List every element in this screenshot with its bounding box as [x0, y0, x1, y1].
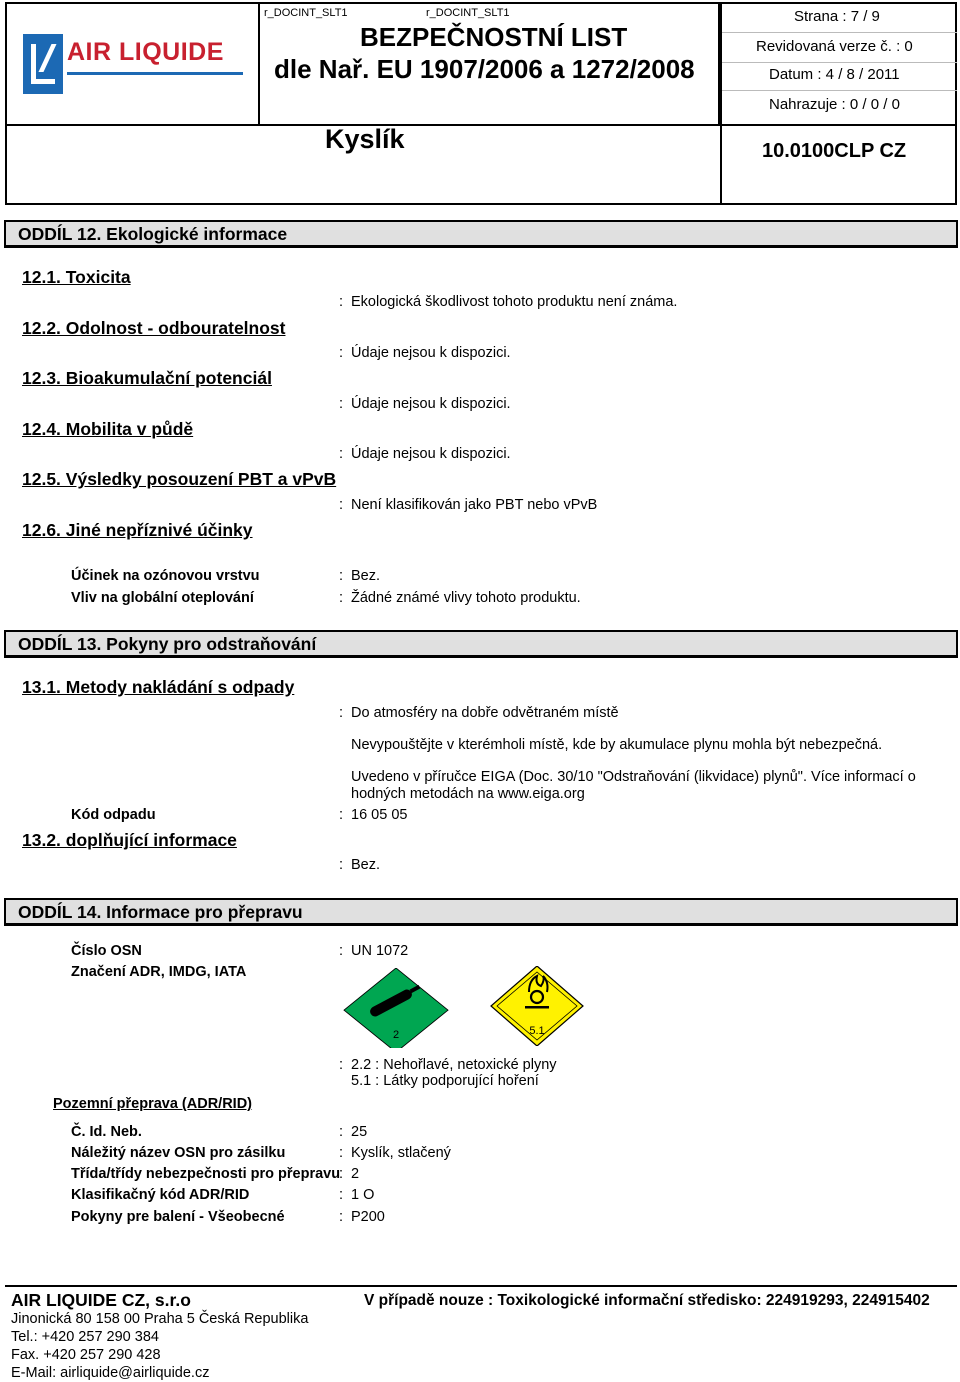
value-12-5: Není klasifikován jako PBT nebo vPvB [351, 497, 598, 513]
pictogram-class-number: 5.1 [529, 1025, 545, 1037]
value-12-4: Údaje nejsou k dispozici. [351, 446, 511, 462]
classification-code-value: 1 O [351, 1187, 375, 1203]
global-warming-value: Žádné známé vlivy tohoto produktu. [351, 590, 581, 606]
waste-code-value: 16 05 05 [351, 807, 408, 823]
disposal-method-3b: hodných metodách na www.eiga.org [351, 786, 585, 802]
packing-instructions-label: Pokyny pre balení - Všeobecné [71, 1209, 285, 1225]
colon: : [339, 568, 344, 584]
colon: : [339, 345, 344, 361]
document-header [5, 2, 957, 205]
hazard-class-1: 2.2 : Nehořlavé, netoxické plyny [351, 1057, 557, 1073]
shipping-name-label: Náležitý název OSN pro zásilku [71, 1145, 286, 1161]
value-12-1: Ekologická škodlivost tohoto produktu není známa. [351, 294, 678, 310]
document-code: 10.0100CLP CZ [762, 140, 907, 162]
heading-13-1: 13.1. Metody nakládání s odpady [22, 677, 295, 697]
disposal-method-3a: Uvedeno v příručce EIGA (Doc. 30/10 "Odstraňování (likvidace) plynů". Více informací o [351, 769, 916, 785]
colon: : [339, 590, 344, 606]
logo-cell [7, 4, 260, 124]
footer-emergency: V případě nouze : Toxikologické informační středisko: 224919293, 224915402 [364, 1292, 930, 1309]
global-warming-label: Vliv na globální oteplování [71, 590, 254, 606]
gas-cylinder-pictogram [336, 968, 456, 1048]
colon: : [339, 396, 344, 412]
ozone-label: Účinek na ozónovou vrstvu [71, 568, 260, 584]
meta-separator [722, 62, 957, 63]
hazard-class-2: 5.1 : Látky podporující hoření [351, 1073, 539, 1089]
document-regulation: dle Nař. EU 1907/2006 a 1272/2008 [274, 54, 695, 84]
colon: : [339, 1124, 344, 1140]
document-title: BEZPEČNOSTNÍ LIST [360, 22, 628, 52]
colon: : [339, 857, 344, 873]
pictogram-class-number: 2 [392, 1029, 400, 1041]
id-number-label: Č. Id. Neb. [71, 1124, 142, 1140]
value-12-2: Údaje nejsou k dispozici. [351, 345, 511, 361]
colon: : [339, 807, 344, 823]
section-title-text: ODDÍL 14. Informace pro přepravu [18, 902, 303, 922]
colon: : [339, 943, 344, 959]
footer-company: AIR LIQUIDE CZ, s.r.o [11, 1290, 191, 1310]
doc-code-right: r_DOCINT_SLT1 [426, 7, 510, 19]
value-12-3: Údaje nejsou k dispozici. [351, 396, 511, 412]
footer-address: Jinonická 80 158 00 Praha 5 Česká Republika [11, 1311, 309, 1327]
colon: : [339, 1187, 344, 1203]
logo-mark-icon [23, 34, 63, 94]
oxidizer-pictogram [477, 966, 597, 1046]
heading-13-2: 13.2. doplňující informace [22, 830, 237, 850]
meta-separator [722, 90, 957, 91]
doc-code-left: r_DOCINT_SLT1 [264, 7, 348, 19]
un-number-label: Číslo OSN [71, 943, 142, 959]
colon: : [339, 1145, 344, 1161]
footer-tel: Tel.: +420 257 290 384 [11, 1329, 159, 1345]
page-number: Strana : 7 / 9 [794, 8, 880, 25]
colon: : [339, 1057, 344, 1073]
shipping-name-value: Kyslík, stlačený [351, 1145, 451, 1161]
section-14-title [4, 898, 958, 926]
replaces: Nahrazuje : 0 / 0 / 0 [769, 96, 900, 113]
section-12-title [4, 220, 958, 248]
adr-label: Značení ADR, IMDG, IATA [71, 964, 247, 980]
colon: : [339, 446, 344, 462]
un-number-value: UN 1072 [351, 943, 409, 959]
colon: : [339, 1166, 344, 1182]
section-title-text: ODDÍL 13. Pokyny pro odstraňování [18, 634, 317, 654]
transport-class-label: Třída/třídy nebezpečnosti pro přepravu [71, 1166, 341, 1182]
heading-12-2: 12.2. Odolnost - odbouratelnost [22, 318, 286, 338]
air-liquide-logo [23, 30, 245, 100]
disposal-method-1: Do atmosféry na dobře odvětraném místě [351, 705, 619, 721]
classification-code-label: Klasifikačný kód ADR/RID [71, 1187, 250, 1203]
colon: : [339, 294, 344, 310]
id-number-value: 25 [351, 1124, 368, 1140]
heading-12-4: 12.4. Mobilita v půdě [22, 419, 194, 439]
title-cell [260, 4, 720, 124]
meta-cell [720, 4, 955, 203]
colon: : [339, 1209, 344, 1225]
disposal-method-2: Nevypouštějte v kterémholi místě, kde by akumulace plynu mohla být nebezpečná. [351, 737, 883, 753]
colon: : [339, 497, 344, 513]
heading-12-6: 12.6. Jiné nepříznivé účinky [22, 520, 253, 540]
logo-text: AIR LIQUIDE [67, 38, 224, 66]
heading-12-5: 12.5. Výsledky posouzení PBT a vPvB [22, 469, 337, 489]
logo-underline [67, 72, 243, 75]
footer-divider [5, 1285, 957, 1287]
meta-separator [722, 32, 957, 33]
section-title-text: ODDÍL 12. Ekologické informace [18, 224, 288, 244]
revision-date: Datum : 4 / 8 / 2011 [769, 66, 900, 83]
section-13-title [4, 630, 958, 658]
heading-12-1: 12.1. Toxicita [22, 267, 131, 287]
transport-class-value: 2 [351, 1166, 360, 1182]
additional-info-value: Bez. [351, 857, 381, 873]
colon: : [339, 705, 344, 721]
revision-number: Revidovaná verze č. : 0 [756, 38, 913, 55]
heading-12-3: 12.3. Bioakumulační potenciál [22, 368, 272, 388]
land-transport-heading: Pozemní přeprava (ADR/RID) [53, 1096, 253, 1112]
packing-instructions-value: P200 [351, 1209, 385, 1225]
product-name: Kyslík [325, 124, 405, 154]
waste-code-label: Kód odpadu [71, 807, 156, 823]
footer-email[interactable]: E-Mail: airliquide@airliquide.cz [11, 1365, 210, 1381]
footer-fax: Fax. +420 257 290 428 [11, 1347, 161, 1363]
ozone-value: Bez. [351, 568, 381, 584]
